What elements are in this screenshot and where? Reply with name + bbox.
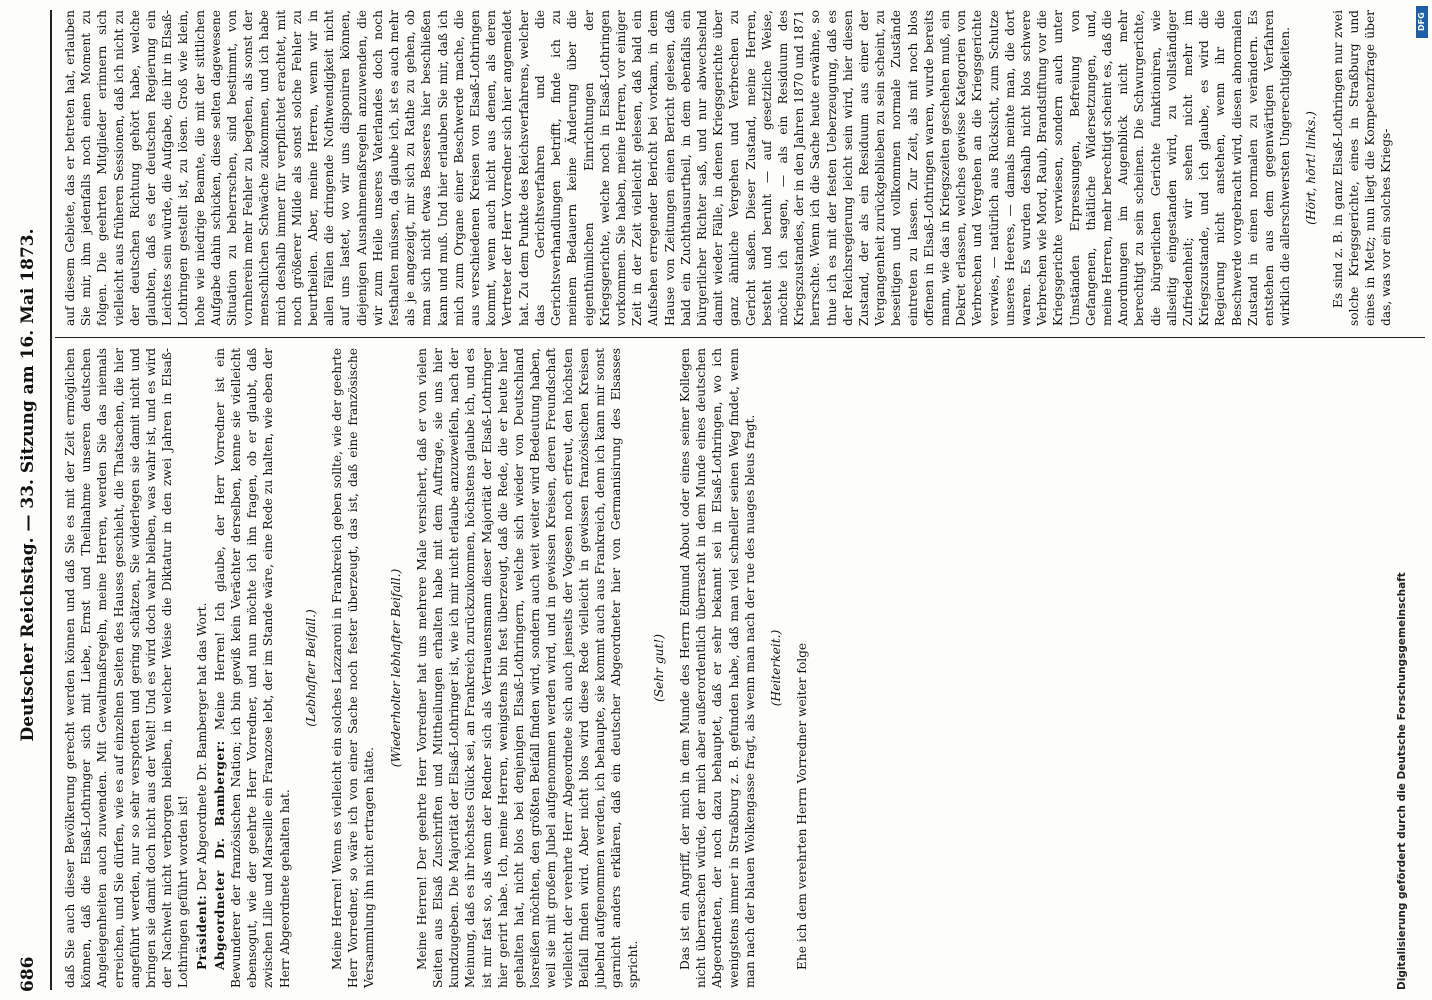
paragraph: Meine Herren! Der geehrte Herr Vorredner hat uns mehrere Male versichert, daß er von vielen Seiten aus Elsaß Zuschriften und Mittheilungen erhalten habe mit dem Auftrage, sie uns hier kundzugeben. Die Majorität der Elsaß-Lothringer ist, wie ich mir nicht erlaube anzuzweifeln, nach der Meinung, daß es ihr höchstes Glück sei, an Frankreich zurückzukommen, höchstens glaube ich, und es ist mir fast so, als wenn der Redner sich als Vertrauensmann dieser Majorität der Elsaß-Lothringer hier gerirt habe. Ich, meine Herren, wenigstens bin fest überzeugt, daß die Rede, die er heute hier gehalten hat, nicht blos bei denjenigen Elsaß-Lothringern, welche sich wieder von Deutschland losreißen möchten, den größten Beifall finden wird, sondern auch weit weiter wird Bedeutung haben, weil sie mit großem Jubel aufgenommen werden wird, und in gewissen Kreisen, deren Freundschaft vielleicht der verehrte Herr Abgeordnete sich auch jenseits der Vogesen noch erfreut, den höchsten Beifall finden wird. Aber nicht blos wird diese Rede vielleicht in gewissen französischen Kreisen jubelnd aufgenommen werden, ich behaupte, sie kommt auch aus Frankreich, denn ich kann mir sonst garnicht anders erklären, daß ein deutscher Abgeordneter hier von Germanisirung des Elsasses spricht. xyxy=(414,348,640,988)
paragraph: daß Sie auch dieser Bevölkerung gerecht werden können und daß Sie es mit der Zeit ermöglichen können, daß die Elsaß-Lothringer sich mit Liebe, Ernst und Theilnahme unseren deutschen Angelegenheiten auch zuwenden. Mit Gewaltmaßregeln, meine Herren, werden Sie das niemals erreichen, und Sie dürfen, wie es auf einzelnen Seiten des Hauses geschieht, die Thatsachen, die hier angeführt werden, nur so sehr verspotten und gering schätzen, Sie widerlegen sie damit nicht und bringen sie damit doch nicht aus der Welt! Und es wird doch wahr bleiben, was wahr ist, und es wird der Nachwelt nicht verborgen bleiben, in welcher Weise die Diktatur in den zwei Jahren in Elsaß-Lothringen geführt worden ist! xyxy=(63,348,191,988)
paragraph: Das ist ein Angriff, der mich in dem Munde des Herrn Edmund About oder eines seiner Kollegen nicht überraschen würde, der mich aber außerordentlich überrascht in dem Munde eines deutschen Abgeordneten, der noch dazu behauptet, daß er sehr bekannt sei in Elsaß-Lothringen, wo ich wenigstens immer in Straßburg z. B. gefunden habe, daß man viel schneller seinen Weg findet, wenn man nach der blauen Wolkengasse fragt, als wenn man nach der rue des nuages bleus fragt. xyxy=(677,348,757,988)
paragraph-text: Meine Herren! Ich glaube, der Herr Vorredner ist ein Bewunderer der französischen Nation; ich bin gewiß kein Verächter derselben, kenne sie vielleicht ebensogut, wie der geehrte Herr Vorredner, und nun möchte ich ihn fragen, ob er glaubt, daß zwischen Lille und Marseille ein Franzose lebt, der im Stande wäre, eine Rede zu halten, wie eben der Herr Abgeordnete gehalten hat. xyxy=(212,348,292,988)
speaker-label: Präsident: xyxy=(194,894,209,970)
paragraph: Ehe ich dem verehrten Herrn Vorredner weiter folge xyxy=(795,642,810,970)
left-column xyxy=(62,348,812,988)
reaction-note: (Wiederholter lebhafter Beifall.) xyxy=(388,568,403,768)
speech-president xyxy=(194,348,210,988)
speech-bamberger xyxy=(212,348,293,988)
reaction-note: (Lebhafter Beifall.) xyxy=(303,609,318,727)
digitization-credit: Digitalisierung gefördert durch die Deutsche Forschungsgemeinschaft xyxy=(1396,572,1408,990)
paragraph-text: Der Abgeordnete Dr. Bamberger hat das Wort. xyxy=(194,602,209,891)
reaction-note: (Sehr gut!) xyxy=(651,633,666,703)
reaction-note: (Heiterkeit.) xyxy=(768,629,783,707)
reaction-note: (Hört, hört! links.) xyxy=(1304,111,1319,225)
speaker-label: Abgeordneter Dr. Bamberger: xyxy=(212,740,227,970)
right-column xyxy=(62,10,1396,326)
paragraph: Meine Herren! Wenn es vielleicht ein solches Lazzaroni in Frankreich geben sollte, wie der geehrte Herr Vorredner, so wäre ich von einer Sache noch fester überzeugt, das ist, daß eine französische Versammlung ihn nicht ertragen hätte. xyxy=(330,348,377,988)
header-rule xyxy=(50,10,52,990)
running-header-title: Deutscher Reichstag. — 33. Sitzung am 16. Mai 1873. xyxy=(18,228,38,742)
paragraph: Es sind z. B. in ganz Elsaß-Lothringen nur zwei solche Kriegsgerichte, eines in Straßburg und eines in Metz; nun liegt die Kompetenzfrage über das, was vor ein solches Kriegs- xyxy=(1330,10,1394,326)
dfg-logo: DFG xyxy=(1416,6,1428,38)
paragraph: auf diesem Gebiete, das er betreten hat, erlauben Sie mir, ihm jedenfalls noch einen Moment zu folgen. Die geehrten Mitglieder erinnern sich vielleicht aus früheren Sessionen, daß ich nicht zu der deutschen Richtung gehört habe, welche glaubten, daß es der deutschen Regierung ein Leichtes sein würde, die Aufgabe, die ihr in Elsaß-Lothringen gestellt ist, zu lösen. Groß wie klein, hohe wie niedrige Beamte, die mit der sittlichen Aufgabe dahin schicken, diese selten dagewesene Situation zu beherrschen, sind bestimmt, von vornherein mehr Fehler zu begehen, als sonst der menschlichen Schwäche zukommen, und ich habe mich deshalb immer für verpflichtet erachtet, mit noch größerer Milde als sonst solche Fehler zu beurtheilen. Aber, meine Herren, wenn wir in allen Fällen die dringende Nothwendigkeit nicht auf uns lastet, wo wir uns disponiren können, diejenigen Ausnahmemaßregeln anzuwenden, die wir zum Heile unseres Vaterlandes doch noch festhalten müssen, da glaube ich, ist es auch mehr als je angezeigt, mir sich zu Rathe zu gehen, ob man sich nicht etwas Besseres hier beschließen kann und muß. Und hier erlauben Sie mir, daß ich mich zum Organe einer Beschwerde mache, die aus verschiedenen Kreisen von Elsaß-Lothringen kommt, wenn auch nicht aus denen, als deren Vertreter der Herr Vorredner sich hier angemeldet hat. Zu dem Punkte des Reichsverfahrens, welcher das Gerichtsverfahren und die Gerichtsverhandlungen betrifft, finde ich zu meinem Bedauern keine Änderung über die eigenthümlichen Einrichtungen der Kriegsgerichte, welche noch in Elsaß-Lothringen vorkommen. Sie haben, meine Herren, vor einiger Zeit in der Zeit vielleicht gelesen, daß bald ein Aufsehen erregender Bericht bei vorkam, in dem Hause von Zeitungen einen Bericht gelesen, daß bald ein Zuchthausurtheil, in dem ebenfalls ein bürgerlicher Richter saß, und nur abwechselnd damit wieder Fälle, in denen Kriegsgerichte über ganz ähnliche Vergehen und Verbrechen zu Gericht saßen. Dieser Zustand, meine Herren, besteht und beruht — auf gesetzliche Weise, möchte ich sagen, — als ein Residuum des Kriegszustandes, der in den Jahren 1870 und 1871 herrschte. Wenn ich die Sache heute erwähne, so thue ich es mit der festen Ueberzeugung, daß es der Reichsregierung leicht sein wird, hier diesen Zustand, der als ein Residuum aus einer der Vergangenheit zurückgeblieben zu sein scheint, zu beseitigen und vollkommen normale Zustände eintreten zu lassen. Zur Zeit, als mit noch blos offenen in Elsaß-Lothringen waren, wurde bereits mann, wie das in Kriegszeiten geschehen muß, ein Dekret erlassen, welches gewisse Kategorien von Verbrechen und Vergehen an die Kriegsgerichte verwies, — natürlich aus Rücksicht, zum Schutze unseres Heeres, — damals meinte man, die dort waren. Es wurden deshalb nicht blos schwere Verbrechen wie Mord, Raub, Brandstiftung vor die Kriegsgerichte verwiesen, sondern auch unter Umständen Erpressungen, Befreiung von Gefangenen, thätliche Widersetzungen, und, meine Herren, mehr berechtigt scheint es, daß die Anordnungen im Augenblick nicht mehr berechtigt zu sein scheinen. Die Schwurgerichte, die bürgerlichen Gerichte funktioniren, wie allseitig eingestanden wird, zu vollständiger Zufriedenheit; wir sehen nicht mehr im Kriegszustande, und ich glaube, es wird die Regierung nicht anstehen, wenn ihr die Beschwerde vorgebracht wird, diesen abnormalen Zustand in einen normalen zu verändern. Es entstehen aus dem gegenwärtigen Verfahren wirklich die allerschwersten Ungerechtigkeiten. xyxy=(63,10,1293,326)
column-divider xyxy=(55,337,1425,338)
page-number: 686 xyxy=(18,956,38,992)
